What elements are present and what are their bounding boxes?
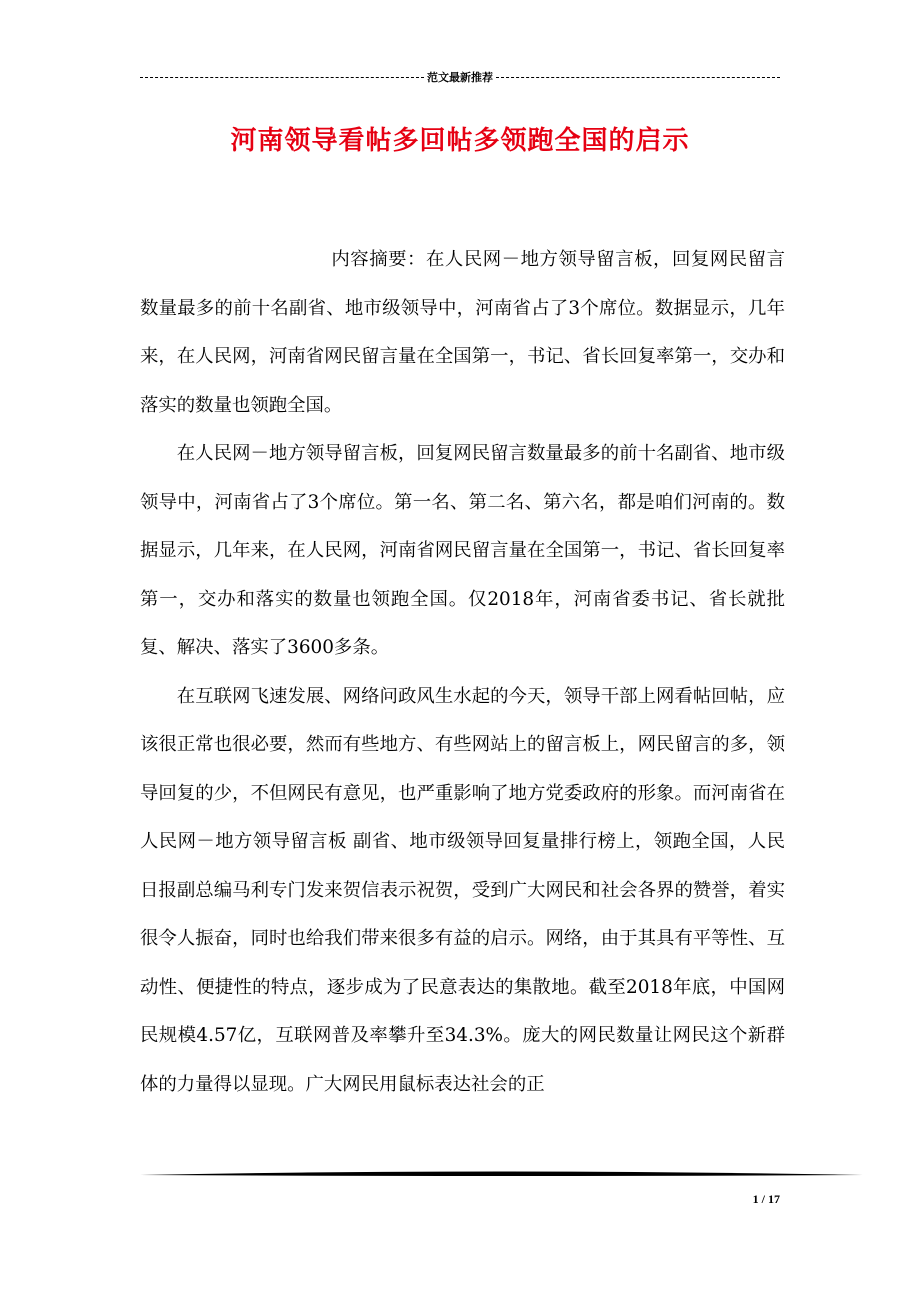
page-header: [140, 70, 780, 84]
body-paragraph: 在互联网飞速发展、网络问政风生水起的今天，领导干部上网看帖回帖，应该很正常也很必要，然而有些地方、有些网站上的留言板上，网民留言的多，领导回复的少，不但网民有意见，也严重影响了地方党委政府的形象。而河南省在人民网－地方领导留言板 副省、地市级领导回复量排行榜上，领跑全国，人民日报副总编马利专门发来贺信表示祝贺，受到广大网民和社会各界的赞誉，着实很令人振奋，同时也给我们带来很多有益的启示。网络，由于其具有平等性、互动性、便捷性的特点，逐步成为了民意表达的集散地。截至2018年底，中国网民规模4.57亿，互联网普及率攀升至34.3%。庞大的网民数量让网民这个新群体的力量得以显现。广大网民用鼠标表达社会的正: [140, 685, 785, 1095]
document-body: [140, 236, 785, 1109]
header-right-dashes: [496, 77, 780, 78]
header-label: 范文最新推荐: [427, 71, 493, 84]
abstract-paragraph: 内容摘要：在人民网－地方领导留言板，回复网民留言数量最多的前十名副省、地市级领导中，河南省占了3个席位。数据显示，几年来，在人民网，河南省网民留言量在全国第一，书记、省长回复率第一，交办和落实的数量也领跑全国。: [140, 249, 785, 416]
body-paragraph: 在人民网－地方领导留言板，回复网民留言数量最多的前十名副省、地市级领导中，河南省占了3个席位。第一名、第二名、第六名，都是咱们河南的。数据显示，几年来，在人民网，河南省网民留言量在全国第一，书记、省长回复率第一，交办和落实的数量也领跑全国。仅2018年，河南省委书记、省长就批复、解决、落实了3600多条。: [140, 443, 785, 658]
page-number: 1 / 17: [752, 1192, 780, 1206]
document-title: 河南领导看帖多回帖多领跑全国的启示: [230, 126, 690, 156]
footer-rule: [140, 1165, 863, 1183]
header-left-dashes: [140, 77, 424, 78]
